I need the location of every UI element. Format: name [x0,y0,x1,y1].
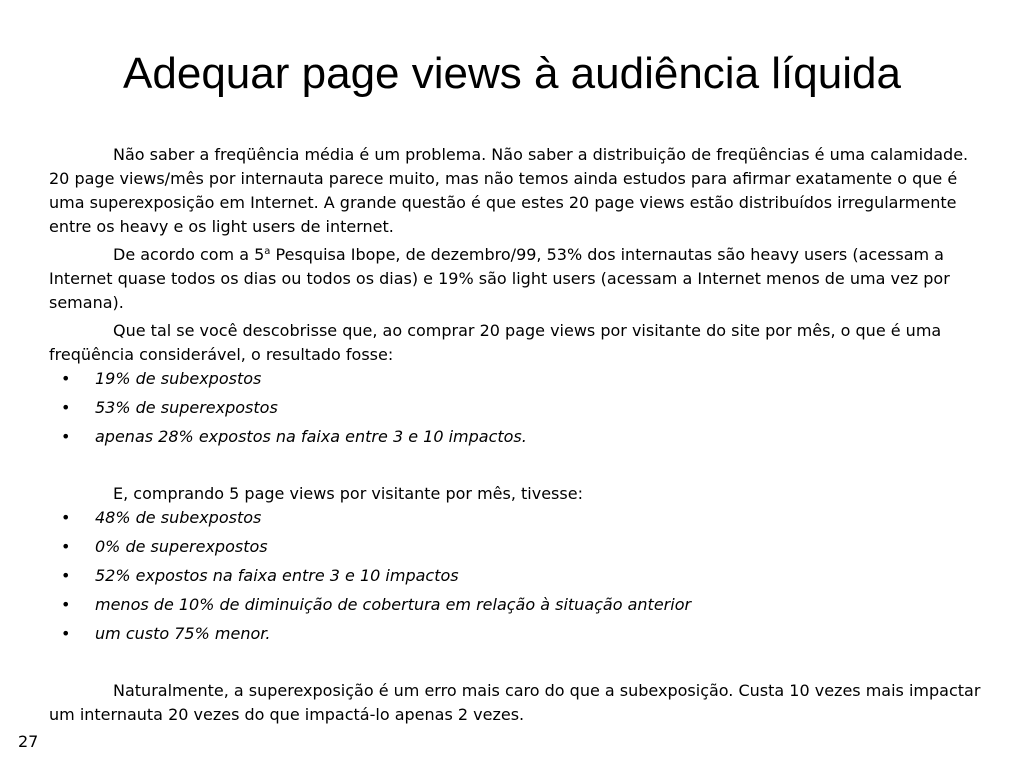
paragraph-ibope-research [49,243,993,315]
paragraph-scenario-5-views: E, comprando 5 page views por visitante por mês, tivesse: [113,484,583,503]
bullet-icon: • [61,566,71,585]
slide-title: Adequar page views à audiência líquida [123,49,901,98]
bullet-icon: • [61,398,71,417]
paragraph-scenario-20-views: Que tal se você descobrisse que, ao comprar 20 page views por visitante do site por mês, o que é uma freqüência considerável, o resultado fosse: [49,321,942,364]
results-list-20-views [49,367,993,454]
slide-body [49,143,993,727]
list-item: • 52% expostos na faixa entre 3 e 10 impactos [49,564,993,593]
page-number: 27 [18,732,39,751]
bullet-icon: • [61,624,71,643]
ordinal-superscript: a [264,246,271,257]
list-item: • menos de 10% de diminuição de cobertura em relação à situação anterior [49,593,993,622]
paragraph-ibope-text-end: Pesquisa Ibope, de dezembro/99, 53% dos internautas são heavy users (acessam a Internet quase todos os dias ou todos os dias) e 19% são light users (acessam a Internet menos de uma vez por semana). [49,245,950,312]
list-item: • 53% de superexpostos [49,396,993,425]
paragraph-conclusion: Naturalmente, a superexposição é um erro mais caro do que a subexposição. Custa 10 vezes mais impactar um internauta 20 vezes do que impactá-lo apenas 2 vezes. [49,681,981,724]
bullet-icon: • [61,508,71,527]
paragraph-frequency-problem: Não saber a freqüência média é um problema. Não saber a distribuição de freqüências é uma calamidade. 20 page views/mês por internauta parece muito, mas não temos ainda estudos para afirmar exatamente o que é uma superexposição em Internet. A grande questão é que estes 20 page views estão distribuídos irregularmente entre os heavy e os light users de internet. [49,145,969,236]
bullet-icon: • [61,537,71,556]
list-item: • 19% de subexpostos [49,367,993,396]
list-item: • apenas 28% expostos na faixa entre 3 e 10 impactos. [49,425,993,454]
paragraph-ibope-text-start: De acordo com a 5 [113,245,265,264]
bullet-icon: • [61,427,71,446]
list-item: • 0% de superexpostos [49,535,993,564]
bullet-icon: • [61,595,71,614]
list-item: • um custo 75% menor. [49,622,993,651]
bullet-icon: • [61,369,71,388]
list-item: • 48% de subexpostos [49,506,993,535]
results-list-5-views [49,506,993,651]
